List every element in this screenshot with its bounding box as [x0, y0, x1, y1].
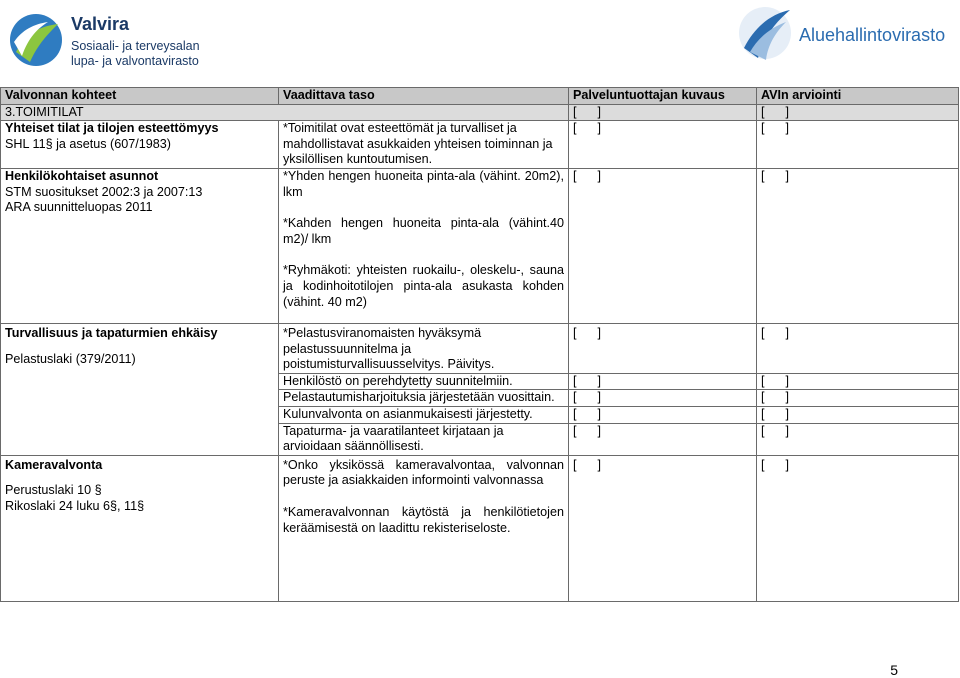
- requirement-text: *Onko yksikössä kameravalvontaa, valvonnan peruste ja asiakkaiden informointi valvonnassa: [283, 457, 564, 488]
- provider-checkbox[interactable]: [ ]: [569, 323, 757, 373]
- provider-checkbox[interactable]: [ ]: [569, 406, 757, 423]
- requirement-cell: [279, 323, 569, 373]
- topic-reference: Pelastuslaki (379/2011): [5, 351, 136, 366]
- provider-checkbox[interactable]: [ ]: [569, 455, 757, 601]
- valvira-logo: [8, 8, 208, 72]
- provider-checkbox[interactable]: [ ]: [569, 121, 757, 169]
- topic-title: Yhteiset tilat ja tilojen esteettömyys: [5, 121, 219, 136]
- topic-title: Turvallisuus ja tapaturmien ehkäisy: [5, 325, 218, 340]
- requirement-text: *Ryhmäkoti: yhteisten ruokailu-, oleskelu-, sauna ja kodinhoitotilojen pinta-ala asukasta kohden (vähint. 40 m2): [283, 263, 564, 309]
- avi-name: Aluehallintovirasto: [799, 25, 946, 45]
- avi-emblem-icon: [736, 4, 794, 62]
- avi-checkbox[interactable]: [ ]: [757, 406, 959, 423]
- topic-reference: Rikoslaki 24 luku 6§, 11§: [5, 498, 145, 513]
- column-header: Vaadittava taso: [279, 88, 569, 105]
- provider-checkbox[interactable]: [ ]: [569, 390, 757, 407]
- requirement-cell: [279, 121, 569, 169]
- requirement-cell: Pelastautumisharjoituksia järjestetään vuosittain.: [279, 390, 569, 407]
- column-header: Valvonnan kohteet: [1, 88, 279, 105]
- table-header-row: [1, 88, 959, 105]
- avi-checkbox[interactable]: [ ]: [757, 455, 959, 601]
- table-row: [1, 168, 959, 323]
- requirement-text: *Yhden hengen huoneita pinta-ala (vähint. 20m2), lkm: [283, 168, 564, 199]
- section-checkbox[interactable]: [ ]: [757, 104, 959, 121]
- avi-logo: [736, 4, 956, 64]
- table-row: [1, 323, 959, 373]
- avi-checkbox[interactable]: [ ]: [757, 373, 959, 390]
- section-checkbox[interactable]: [ ]: [569, 104, 757, 121]
- requirement-text: *Toimitilat ovat esteettömät ja turvalliset ja mahdollistavat asukkaiden yhteisen toiminnan ja yksilöllisen kuntoutumisen.: [283, 121, 553, 167]
- requirement-cell: [279, 455, 569, 601]
- topic-cell: [1, 455, 279, 601]
- page-number: 5: [890, 662, 898, 678]
- topic-cell: [1, 121, 279, 169]
- requirement-text: *Pelastusviranomaisten hyväksymä pelastussuunnitelma ja poistumisturvallisuusselvitys. Päivitys.: [283, 325, 495, 372]
- requirement-cell: [279, 168, 569, 323]
- requirement-cell: Tapaturma- ja vaaratilanteet kirjataan ja arvioidaan säännöllisesti.: [279, 423, 569, 455]
- table-row: [1, 121, 959, 169]
- section-title: 3.TOIMITILAT: [1, 104, 569, 121]
- topic-reference: Perustuslaki 10 §: [5, 483, 102, 498]
- avi-checkbox[interactable]: [ ]: [757, 390, 959, 407]
- topic-cell: [1, 323, 279, 455]
- requirement-text: *Kahden hengen huoneita pinta-ala (vähint.40 m2)/ lkm: [283, 216, 564, 246]
- column-header: AVIn arviointi: [757, 88, 959, 105]
- valvira-name: Valvira: [71, 14, 130, 34]
- valvira-subtitle-line1: Sosiaali- ja terveysalan: [71, 39, 200, 53]
- valvira-emblem-icon: [8, 12, 64, 68]
- avi-checkbox[interactable]: [ ]: [757, 168, 959, 323]
- assessment-table: [0, 87, 959, 602]
- topic-title: Kameravalvonta: [5, 457, 103, 472]
- topic-reference: STM suositukset 2002:3 ja 2007:13: [5, 184, 203, 199]
- avi-checkbox[interactable]: [ ]: [757, 121, 959, 169]
- section-row: [1, 104, 959, 121]
- requirement-cell: Kulunvalvonta on asianmukaisesti järjestetty.: [279, 406, 569, 423]
- topic-title: Henkilökohtaiset asunnot: [5, 168, 159, 183]
- requirement-cell: Henkilöstö on perehdytetty suunnitelmiin.: [279, 373, 569, 390]
- provider-checkbox[interactable]: [ ]: [569, 423, 757, 455]
- topic-reference: ARA suunnitteluopas 2011: [5, 200, 153, 215]
- avi-checkbox[interactable]: [ ]: [757, 423, 959, 455]
- table-row: [1, 455, 959, 601]
- valvira-subtitle-line2: lupa- ja valvontavirasto: [71, 54, 199, 68]
- avi-checkbox[interactable]: [ ]: [757, 323, 959, 373]
- requirement-text: *Kameravalvonnan käytöstä ja henkilötietojen keräämisestä on laadittu rekisteriseloste.: [283, 504, 564, 535]
- provider-checkbox[interactable]: [ ]: [569, 168, 757, 323]
- topic-cell: [1, 168, 279, 323]
- provider-checkbox[interactable]: [ ]: [569, 373, 757, 390]
- valvira-subtitle: [71, 39, 200, 69]
- topic-reference: SHL 11§ ja asetus (607/1983): [5, 136, 171, 151]
- column-header: Palveluntuottajan kuvaus: [569, 88, 757, 105]
